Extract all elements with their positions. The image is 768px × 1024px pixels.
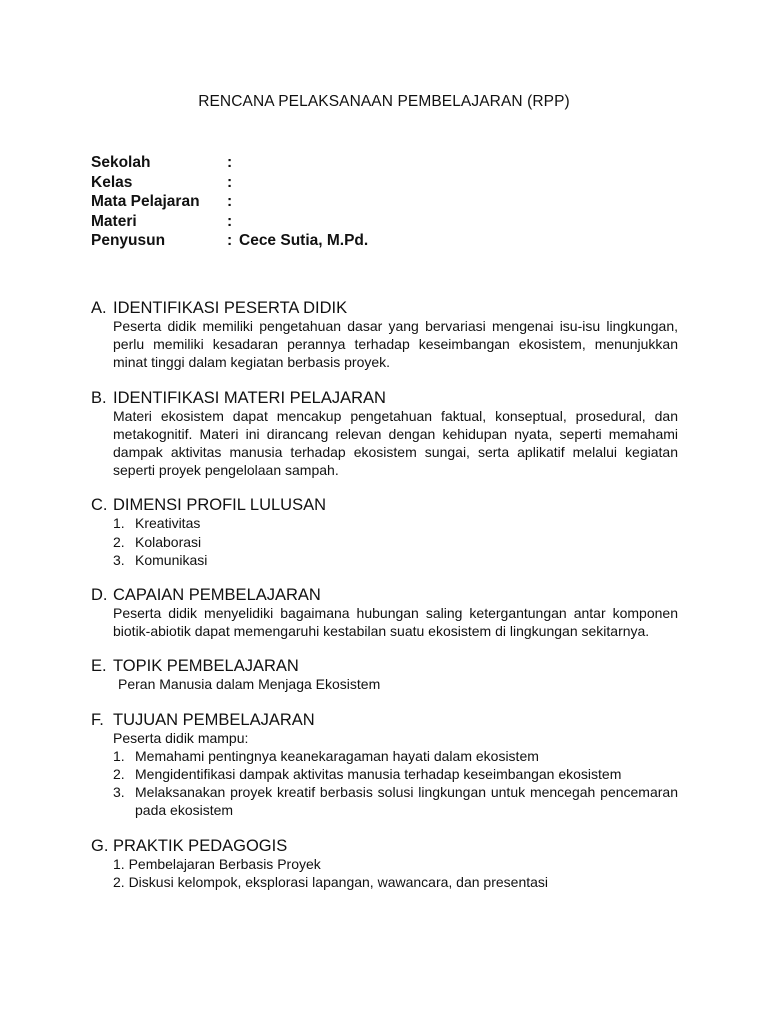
info-row-penyusun — [91, 231, 591, 251]
section-heading — [91, 299, 678, 317]
section-body — [91, 604, 678, 640]
section-body — [91, 675, 678, 693]
list-item — [113, 533, 678, 551]
list-item — [113, 765, 678, 783]
section-heading — [91, 711, 678, 729]
sections-container — [91, 299, 678, 908]
info-row-sekolah — [91, 153, 591, 173]
section-body — [91, 855, 678, 891]
plain-list — [113, 855, 678, 891]
info-separator: : — [227, 212, 233, 230]
list-number: 3. — [113, 551, 125, 568]
section-capaian-pembelajaran — [91, 586, 678, 640]
list-number: 2. — [113, 766, 125, 783]
list-number: 2. — [113, 533, 125, 550]
info-separator: : — [227, 154, 233, 171]
section-paragraph: Materi ekosistem dapat mencakup pengetahuan faktual, konseptual, prosedural, dan metakognitif. Materi ini dirancang relevan dengan kehidupan nyata, seperti memahami dampak aktivitas manusia terhadap ekosistem sungai, serta aplikatif melalui kegiatan seperti proyek pengelolaan sampah. — [113, 407, 678, 479]
section-body — [91, 407, 678, 480]
section-title: TUJUAN PEMBELAJARAN — [113, 710, 315, 729]
section-topik-pembelajaran — [91, 657, 678, 693]
info-separator: : — [227, 173, 233, 191]
section-title: DIMENSI PROFIL LULUSAN — [113, 496, 327, 515]
section-letter: D. — [91, 586, 108, 605]
section-heading — [91, 389, 678, 407]
list-item — [113, 514, 678, 532]
section-identifikasi-peserta-didik — [91, 299, 678, 372]
list-text: Kreativitas — [135, 515, 201, 532]
section-letter: E. — [91, 657, 107, 676]
section-letter: A. — [91, 299, 107, 317]
info-label: Mata Pelajaran — [91, 193, 200, 210]
section-identifikasi-materi — [91, 389, 678, 480]
section-heading — [91, 586, 678, 604]
list-text: Melaksanakan proyek kreatif berbasis solusi lingkungan untuk mencegah pencemaran pada ekosistem — [135, 784, 678, 819]
list-item — [113, 551, 678, 569]
section-heading — [91, 837, 678, 855]
section-title: IDENTIFIKASI PESERTA DIDIK — [113, 299, 348, 317]
section-intro: Peserta didik mampu: — [113, 729, 249, 746]
list-item: 2. Diskusi kelompok, eksplorasi lapangan, wawancara, dan presentasi — [113, 873, 549, 890]
list-item — [113, 747, 678, 765]
identity-block — [91, 153, 591, 251]
list-text: Mengidentifikasi dampak aktivitas manusia terhadap keseimbangan ekosistem — [135, 766, 622, 783]
document-title: RENCANA PELAKSANAAN PEMBELAJARAN (RPP) — [198, 93, 570, 110]
numbered-list — [113, 747, 678, 820]
section-paragraph: Peserta didik memiliki pengetahuan dasar yang bervariasi mengenai isu-isu lingkungan, perlu memiliki kesadaran perannya terhadap keseimbangan ekosistem, menunjukkan minat tinggi dalam kegiatan berbasis proyek. — [113, 318, 678, 371]
info-row-mata-pelajaran — [91, 192, 591, 212]
section-title: IDENTIFIKASI MATERI PELAJARAN — [113, 388, 386, 407]
list-number: 1. — [113, 515, 125, 532]
info-row-kelas — [91, 173, 591, 193]
list-text: Memahami pentingnya keanekaragaman hayati dalam ekosistem — [135, 747, 539, 764]
section-title: PRAKTIK PEDAGOGIS — [113, 836, 288, 855]
section-title: TOPIK PEMBELAJARAN — [113, 657, 299, 676]
info-label: Kelas — [91, 173, 133, 191]
info-label: Penyusun — [91, 232, 166, 249]
info-value: Cece Sutia, M.Pd. — [239, 232, 369, 249]
section-praktik-pedagogis — [91, 837, 678, 891]
section-letter: F. — [91, 710, 104, 729]
section-heading — [91, 657, 678, 675]
section-title: CAPAIAN PEMBELAJARAN — [113, 586, 321, 605]
info-label: Sekolah — [91, 154, 151, 171]
info-label: Materi — [91, 212, 137, 230]
info-row-materi — [91, 212, 591, 232]
section-letter: B. — [91, 388, 107, 407]
section-body — [91, 317, 678, 372]
section-dimensi-profil-lulusan — [91, 496, 678, 569]
list-item: 1. Pembelajaran Berbasis Proyek — [113, 855, 321, 872]
list-number: 1. — [113, 747, 125, 764]
section-letter: C. — [91, 496, 108, 515]
list-item — [113, 783, 678, 819]
section-letter: G. — [91, 836, 109, 855]
section-body — [91, 514, 678, 569]
info-separator: : — [227, 193, 233, 210]
info-separator: : — [227, 232, 233, 249]
section-body — [91, 729, 678, 820]
section-paragraph: Peran Manusia dalam Menjaga Ekosistem — [118, 676, 381, 693]
list-text: Kolaborasi — [135, 533, 202, 550]
list-number: 3. — [113, 784, 125, 801]
section-tujuan-pembelajaran — [91, 711, 678, 820]
list-text: Komunikasi — [135, 551, 208, 568]
section-heading — [91, 496, 678, 514]
section-paragraph: Peserta didik menyelidiki bagaimana hubungan saling ketergantungan antar komponen biotik-abiotik dapat memengaruhi kestabilan suatu ekosistem di lingkungan sekitarnya. — [113, 605, 678, 640]
numbered-list — [113, 514, 678, 569]
